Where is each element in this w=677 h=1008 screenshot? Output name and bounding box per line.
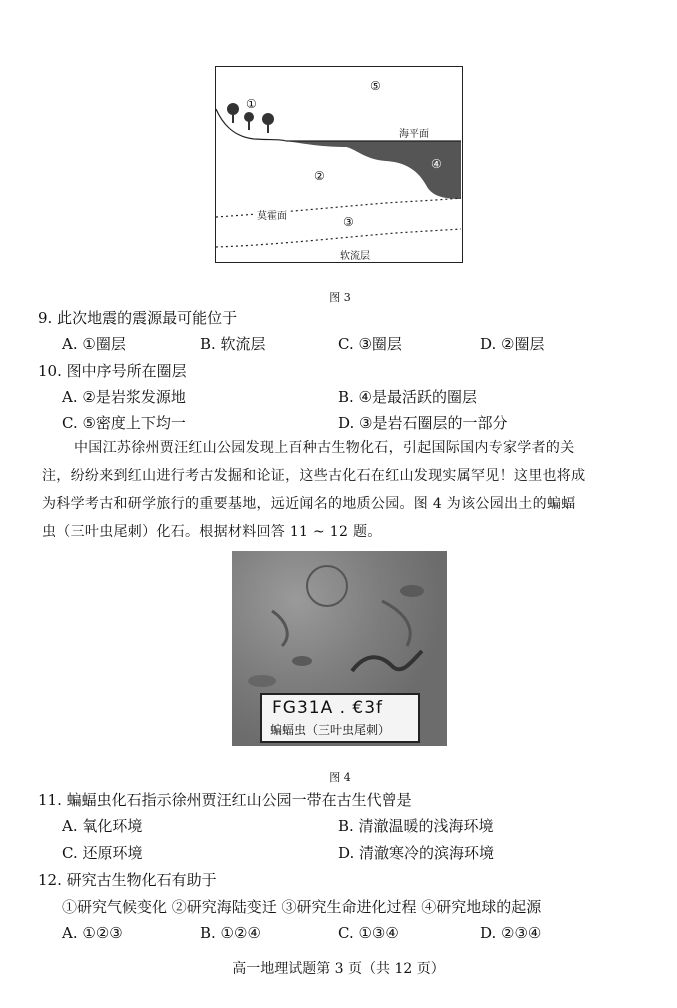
q12-option-c: C. ①③④ [338, 924, 399, 942]
label-asthenosphere: 软流层 [340, 251, 370, 262]
q10-option-b: B. ④是最活跃的圈层 [338, 388, 478, 406]
q12-option-d: D. ②③④ [480, 924, 542, 942]
figure-4-caption: 图 4 [329, 771, 351, 784]
specimen-name: 蝙蝠虫（三叶虫尾刺） [270, 723, 391, 737]
label-circle-4: ④ [431, 157, 442, 171]
label-circle-3: ③ [343, 215, 354, 229]
q11-option-c: C. 还原环境 [62, 844, 143, 862]
q11-option-b: B. 清澈温暖的浅海环境 [338, 817, 494, 835]
q11-option-d: D. 清澈寒冷的滨海环境 [338, 844, 495, 862]
moho-line [216, 198, 461, 217]
q12-items: ①研究气候变化 ②研究海陆变迁 ③研究生命进化过程 ④研究地球的起源 [62, 898, 542, 916]
label-sea-level: 海平面 [399, 129, 429, 140]
q12-option-a: A. ①②③ [62, 924, 123, 942]
asthenosphere-line [216, 229, 461, 247]
label-circle-2: ② [314, 169, 325, 183]
label-circle-5: ⑤ [370, 79, 381, 93]
specimen-code: FG31A . €3f [272, 698, 384, 718]
passage-line-3: 为科学考古和研学旅行的重要基地，远近闻名的地质公园。图 4 为该公园出土的蝙蝠 [42, 496, 576, 512]
q10-stem: 10. 图中序号所在圈层 [38, 362, 187, 380]
q10-option-a: A. ②是岩浆发源地 [62, 388, 186, 406]
figure-3-diagram [215, 66, 463, 263]
specimen-label-card [260, 693, 420, 743]
label-circle-1: ① [246, 97, 257, 111]
q12-stem: 12. 研究古生物化石有助于 [38, 871, 217, 889]
passage-line-1: 中国江苏徐州贾汪红山公园发现上百种古生物化石，引起国际国内专家学者的关 [74, 440, 575, 456]
q9-option-c: C. ③圈层 [338, 335, 402, 353]
figure-4-photo [232, 551, 447, 746]
q9-option-b: B. 软流层 [200, 335, 266, 353]
q10-option-d: D. ③是岩石圈层的一部分 [338, 414, 508, 432]
passage-line-4: 虫（三叶虫尾刺）化石。根据材料回答 11 ~ 12 题。 [42, 524, 382, 540]
q10-option-c: C. ⑤密度上下均一 [62, 414, 186, 432]
q12-option-b: B. ①②④ [200, 924, 261, 942]
page-footer: 高一地理试题第 3 页（共 12 页） [232, 961, 445, 977]
q9-option-a: A. ①圈层 [62, 335, 126, 353]
q11-option-a: A. 氧化环境 [62, 817, 143, 835]
passage-line-2: 注，纷纷来到红山进行考古发掘和论证，这些古化石在红山发现实属罕见！这里也将成 [42, 468, 586, 484]
q11-stem: 11. 蝙蝠虫化石指示徐州贾汪红山公园一带在古生代曾是 [38, 791, 412, 809]
q9-stem: 9. 此次地震的震源最可能位于 [38, 309, 238, 327]
figure-3-caption: 图 3 [329, 291, 351, 304]
q9-option-d: D. ②圈层 [480, 335, 545, 353]
label-moho: 莫霍面 [256, 207, 288, 222]
